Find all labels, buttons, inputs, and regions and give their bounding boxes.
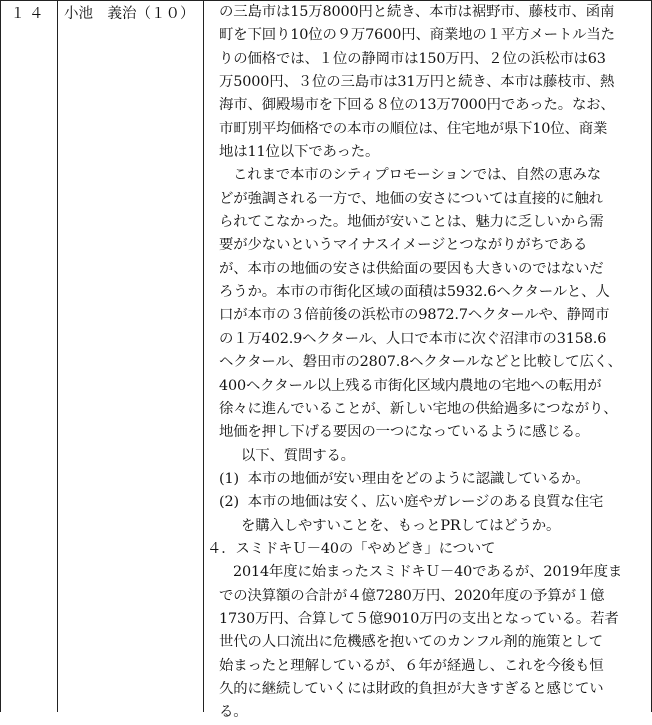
content-line: 地価を押し下げる要因の一つになっているように感じる。 [219,424,590,441]
content-line: の三島市は15万8000円と続き、本市は裾野市、藤枝市、函南 [219,4,615,20]
content-line: 2014年度に始まったスミドキＵ－40であるが、2019年度ま [233,564,623,581]
content-line: どが強調される一方で、地価の安さについては直接的に触れ [219,190,603,207]
content-line: られてこなかった。地価が安いことは、魅力に乏しいから需 [219,214,604,231]
content-line: 海市、御殿場市を下回る８位の13万7000円であった。なお、 [219,97,615,114]
content-line: 万5000円、３位の三島市は31万円と続き、本市は藤枝市、熱 [219,74,615,91]
question-number: １４ [10,6,48,22]
content-line: 要が少ないというマイナスイメージとつながりがちである [219,237,588,254]
content-line: 市町別平均価格での本市の順位は、住宅地が県下10位、商業 [219,120,608,137]
content-line: が、本市の地価の安さは供給面の要因も大きいのではないだ [219,260,604,277]
content-line: 以下、質問する。 [241,447,355,464]
content-line: 徐々に進んでいることが、新しい宅地の供給過多につながり、 [219,400,618,417]
column-divider [203,1,204,712]
content-line: ろうか。本市の市街化区域の面積は5932.6ヘクタールと、人 [219,284,610,301]
content-line: 400ヘクタール以上残る市街化区域内農地の宅地への転用が [219,377,602,394]
content-line: 1730万円、合算して５億9010万円の支出となっている。若者 [219,610,619,627]
content-line: 町を下回り10位の９万7600円、商業地の１平方メートル当た [219,27,615,44]
content-line: 口が本市の３倍前後の浜松市の9872.7ヘクタールや、静岡市 [219,307,610,324]
content-line: これまで本市のシティプロモーションでは、自然の恵みな [233,167,601,184]
content-line: ヘクタール、磐田市の2807.8ヘクタールなどと比較して広く、 [219,354,622,371]
content-line: ４．スミドキＵ－40の「やめどき」について [207,540,496,557]
content-line: る。 [219,704,248,721]
question-content [207,1,647,725]
questioner-name: 小池 義治（１０） [64,6,195,22]
content-line: 世代の人口流出に危機感を抱いてのカンフル剤的施策として [219,634,603,651]
content-line: (1) 本市の地価が安い理由をどのように認識しているか。 [219,470,590,487]
column-divider [57,1,58,712]
content-line: 地は11位以下であった。 [219,144,380,161]
content-line: りの価格では、１位の静岡市は150万円、２位の浜松市は63 [219,50,606,67]
content-line: を購入しやすいことを、もっとPRしてはどうか。 [241,517,561,534]
content-line: の１万402.9ヘクタール、人口で本市に次ぐ沼津市の3158.6 [219,330,607,347]
content-line: (2) 本市の地価は安く、広い庭やガレージのある良質な住宅 [219,494,604,511]
content-line: 始まったと理解しているが、６年が経過し、これを今後も恒 [219,657,604,674]
content-line: 久的に継続していくには財政的負担が大きすぎると感じてい [219,680,604,697]
content-line: での決算額の合計が４億7280万円、2020年度の予算が１億 [219,587,605,604]
